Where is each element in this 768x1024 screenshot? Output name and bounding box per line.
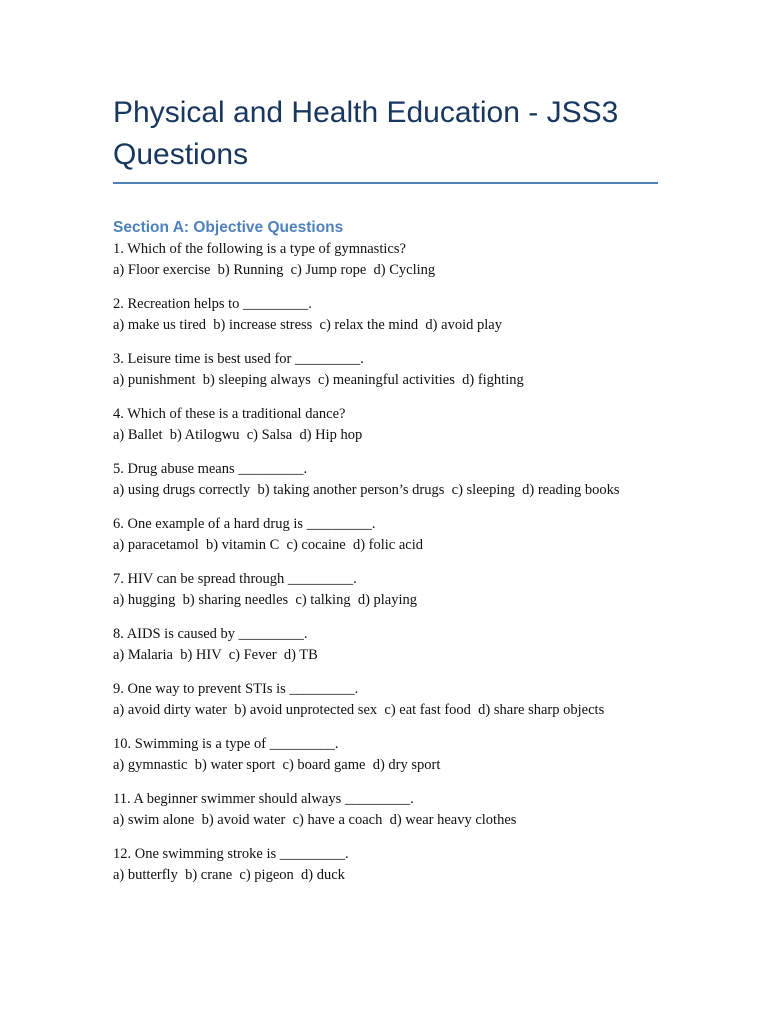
question-text: 4. Which of these is a traditional dance? xyxy=(113,406,346,422)
question-options: a) Malaria b) HIV c) Fever d) TB xyxy=(113,647,318,663)
question-text: 1. Which of the following is a type of gymnastics? xyxy=(113,241,406,257)
question-options: a) Floor exercise b) Running c) Jump rope d) Cycling xyxy=(113,262,436,278)
question-options: a) butterfly b) crane c) pigeon d) duck xyxy=(113,867,345,883)
question-text: 7. HIV can be spread through _________. xyxy=(113,571,357,587)
question-6 xyxy=(113,514,658,556)
question-options: a) paracetamol b) vitamin C c) cocaine d) folic acid xyxy=(113,537,423,553)
question-options: a) punishment b) sleeping always c) meaningful activities d) fighting xyxy=(113,372,524,388)
question-1 xyxy=(113,239,658,281)
question-5 xyxy=(113,459,658,501)
question-text: 5. Drug abuse means _________. xyxy=(113,461,308,477)
document-title: Physical and Health Education - JSS3 Questions xyxy=(113,92,658,184)
question-options: a) Ballet b) Atilogwu c) Salsa d) Hip hop xyxy=(113,427,363,443)
question-options: a) gymnastic b) water sport c) board game d) dry sport xyxy=(113,757,441,773)
question-text: 3. Leisure time is best used for _________. xyxy=(113,351,364,367)
question-2 xyxy=(113,294,658,336)
question-text: 8. AIDS is caused by _________. xyxy=(113,626,308,642)
question-text: 10. Swimming is a type of _________. xyxy=(113,736,339,752)
section-a-heading: Section A: Objective Questions xyxy=(113,219,344,236)
question-8 xyxy=(113,624,658,666)
question-11 xyxy=(113,789,658,831)
question-9 xyxy=(113,679,658,721)
question-text: 11. A beginner swimmer should always _________. xyxy=(113,791,414,807)
question-text: 2. Recreation helps to _________. xyxy=(113,296,312,312)
question-text: 9. One way to prevent STIs is _________. xyxy=(113,681,359,697)
question-3 xyxy=(113,349,658,391)
question-text: 6. One example of a hard drug is _________. xyxy=(113,516,376,532)
question-4 xyxy=(113,404,658,446)
question-options: a) avoid dirty water b) avoid unprotected sex c) eat fast food d) share sharp objects xyxy=(113,702,605,718)
question-options: a) using drugs correctly b) taking another person’s drugs c) sleeping d) reading books xyxy=(113,482,620,498)
question-7 xyxy=(113,569,658,611)
question-12 xyxy=(113,844,658,886)
question-options: a) swim alone b) avoid water c) have a coach d) wear heavy clothes xyxy=(113,812,517,828)
question-list xyxy=(113,239,658,886)
document-page xyxy=(113,92,658,899)
question-options: a) make us tired b) increase stress c) relax the mind d) avoid play xyxy=(113,317,502,333)
question-options: a) hugging b) sharing needles c) talking d) playing xyxy=(113,592,418,608)
question-text: 12. One swimming stroke is _________. xyxy=(113,846,349,862)
question-10 xyxy=(113,734,658,776)
